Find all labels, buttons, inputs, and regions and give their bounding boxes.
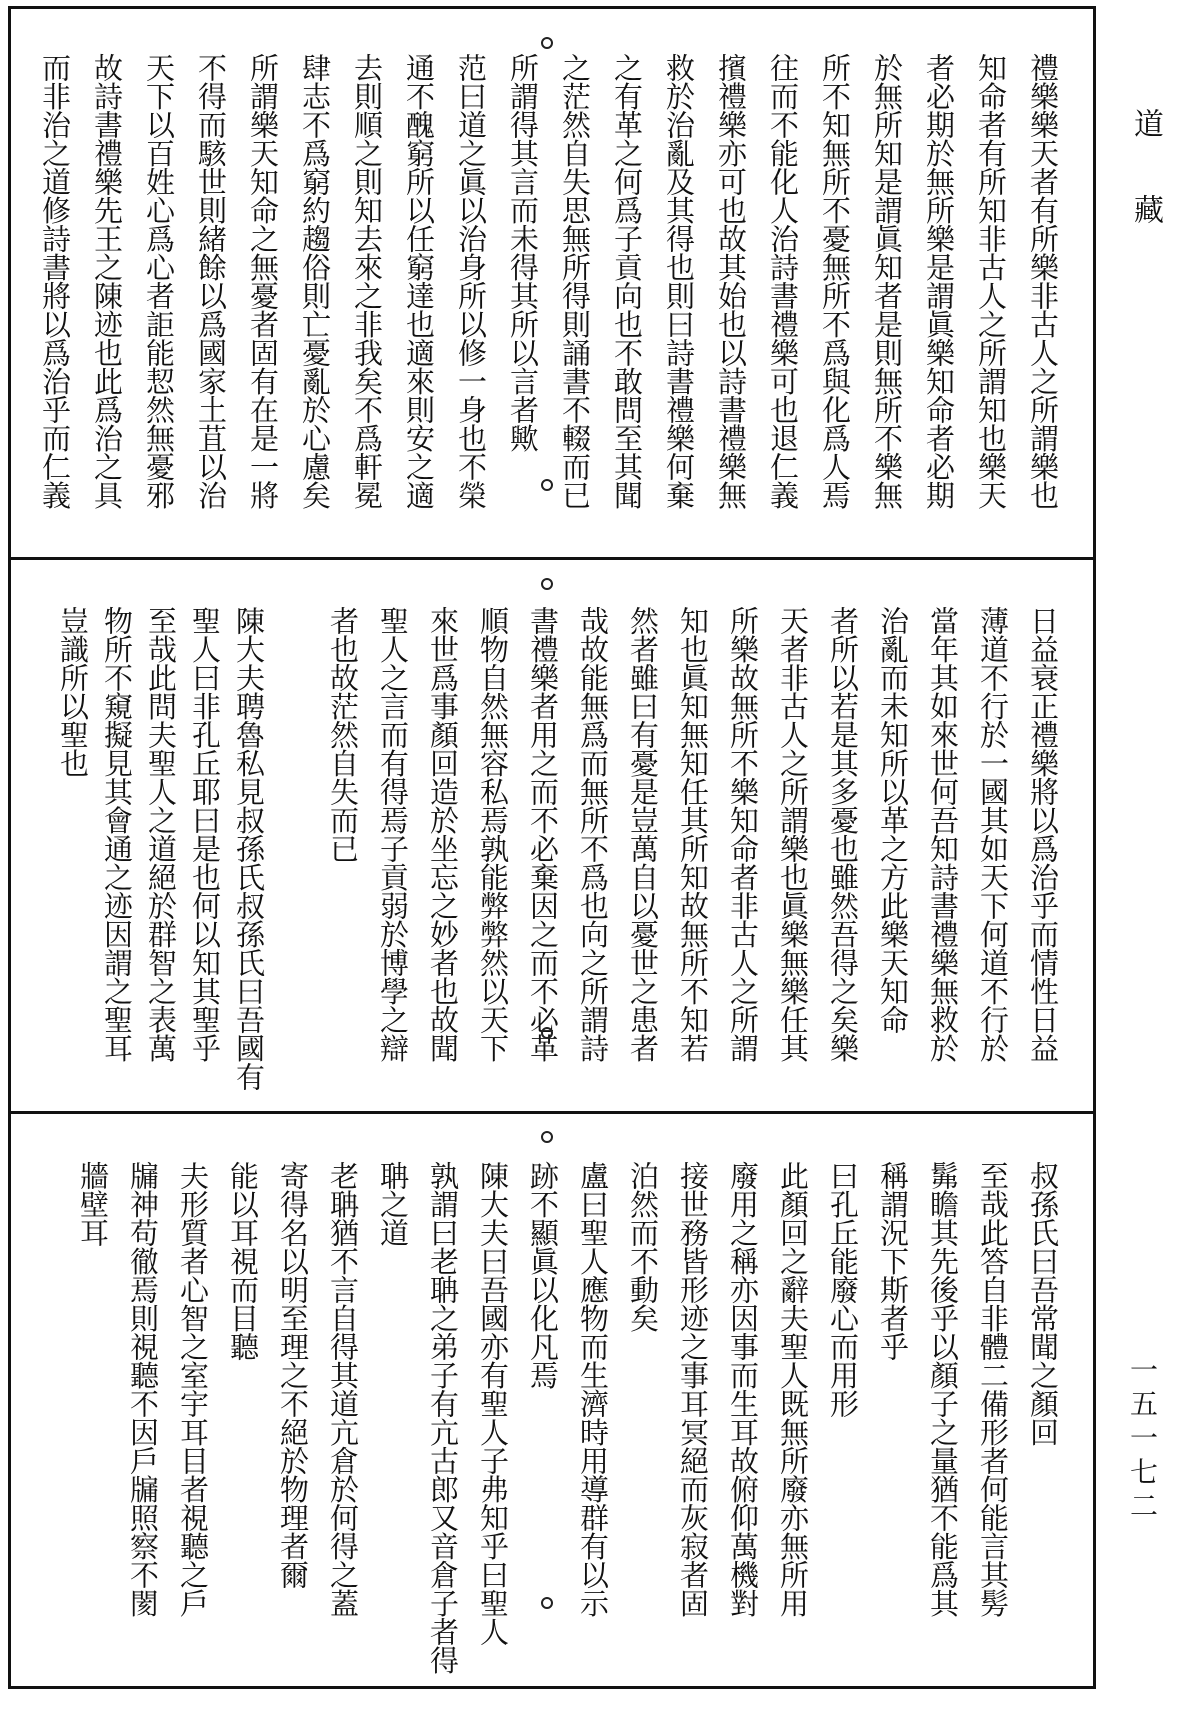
section-marker-circle [541, 1027, 553, 1039]
text-column: 聖人曰非孔丘耶曰是也何以知其聖乎 [188, 606, 222, 1062]
text-panel-middle [11, 562, 1093, 1110]
text-panel-bottom [11, 1117, 1093, 1686]
text-column: 所謂樂天知命之無憂者固有在是一將 [246, 53, 280, 509]
text-column: 治亂而未知所以革之方此樂天知命 [876, 606, 910, 1034]
text-column: 知也眞知無知任其所知故無所不知若 [676, 606, 710, 1062]
text-column: 至哉此答自非體二備形者何能言其髣 [976, 1161, 1010, 1617]
text-column: 接世務皆形迹之事耳冥絕而灰寂者固 [676, 1161, 710, 1617]
panel-divider [11, 557, 1093, 560]
text-column: 稱謂況下斯者乎 [876, 1161, 910, 1361]
text-column: 陳大夫聘魯私見叔孫氏叔孫氏曰吾國有 [232, 606, 266, 1091]
text-column: 寄得名以明至理之不絕於物理者爾 [276, 1161, 310, 1589]
text-column: 者也故茫然自失而已 [326, 606, 360, 863]
text-column: 者必期於無所樂是謂眞樂知命者必期 [922, 53, 956, 509]
text-column: 然者雖曰有憂是豈萬自以憂世之患者 [626, 606, 660, 1062]
text-column: 夫形質者心智之室宇耳目者視聽之戶 [176, 1161, 210, 1617]
text-column: 日益衰正禮樂將以爲治乎而情性日益 [1026, 606, 1060, 1062]
text-panel-top [11, 9, 1093, 556]
section-marker-circle [541, 1131, 553, 1143]
text-column: 天者非古人之所謂樂也眞樂無樂任其 [776, 606, 810, 1062]
text-column: 書禮樂者用之而不必棄因之而不必革 [526, 606, 560, 1062]
canon-title: 道藏 [1128, 108, 1163, 280]
text-column: 至哉此問夫聖人之道絕於群智之表萬 [144, 606, 178, 1062]
text-column: 叔孫氏曰吾常聞之顏回 [1026, 1161, 1060, 1446]
text-column: 跡不顯眞以化凡焉 [526, 1161, 560, 1389]
text-column: 於無所知是謂眞知者是則無所不樂無 [870, 53, 904, 509]
text-column: 陳大夫曰吾國亦有聖人子弗知乎曰聖人 [476, 1161, 510, 1646]
text-column: 聃之道 [376, 1161, 410, 1247]
page-number: 一五一七二 [1126, 1355, 1159, 1525]
section-marker-circle [541, 1597, 553, 1609]
text-column: 泊然而不動矣 [626, 1161, 660, 1332]
text-column: 廢用之稱亦因事而生耳故俯仰萬機對 [726, 1161, 760, 1617]
text-column: 之茫然自失思無所得則誦書不輟而已 [558, 53, 592, 509]
text-column: 知命者有所知非古人之所謂知也樂天 [974, 53, 1008, 509]
text-column: 所樂故無所不樂知命者非古人之所謂 [726, 606, 760, 1062]
text-column: 故詩書禮樂先王之陳迹也此爲治之具 [90, 53, 124, 509]
text-column: 往而不能化人治詩書禮樂可也退仁義 [766, 53, 800, 509]
text-column: 來世爲事顏回造於坐忘之妙者也故聞 [426, 606, 460, 1062]
text-column: 順物自然無容私焉孰能弊弊然以天下 [476, 606, 510, 1062]
text-column: 當年其如來世何吾知詩書禮樂無救於 [926, 606, 960, 1062]
text-column: 范曰道之眞以治身所以修一身也不榮 [454, 53, 488, 509]
text-column: 者所以若是其多憂也雖然吾得之矣樂 [826, 606, 860, 1062]
text-column: 牖神苟徹焉則視聽不因戶牖照察不閡 [126, 1161, 160, 1617]
section-marker-circle [541, 578, 553, 590]
text-column: 牆壁耳 [76, 1161, 110, 1247]
text-column: 盧曰聖人應物而生濟時用導群有以示 [576, 1161, 610, 1617]
text-column: 孰謂曰老聃之弟子有亢古郎又音倉子者得 [426, 1161, 460, 1674]
text-column: 而非治之道修詩書將以爲治乎而仁義 [38, 53, 72, 509]
section-marker-circle [541, 479, 553, 491]
text-column: 肆志不爲窮約趨俗則亡憂亂於心慮矣 [298, 53, 332, 509]
text-column: 豈識所以聖也 [56, 606, 90, 777]
text-column: 能以耳視而目聽 [226, 1161, 260, 1361]
text-column: 之有革之何爲子貢向也不敢問至其聞 [610, 53, 644, 509]
text-column: 所不知無所不憂無所不爲與化爲人焉 [818, 53, 852, 509]
text-column: 曰孔丘能廢心而用形 [826, 1161, 860, 1418]
text-column: 擯禮樂亦可也故其始也以詩書禮樂無 [714, 53, 748, 509]
text-column: 通不醜窮所以任窮達也適來則安之適 [402, 53, 436, 509]
text-column: 所謂得其言而未得其所以言者歟 [506, 53, 540, 452]
text-column: 聖人之言而有得焉子貢弱於博學之辯 [376, 606, 410, 1062]
section-marker-circle [541, 37, 553, 49]
text-column: 哉故能無爲而無所不爲也向之所謂詩 [576, 606, 610, 1062]
panel-divider [11, 1111, 1093, 1114]
text-column: 老聃猶不言自得其道亢倉於何得之蓋 [326, 1161, 360, 1617]
text-column: 禮樂樂天者有所樂非古人之所謂樂也 [1026, 53, 1060, 509]
text-column: 此顏回之辭夫聖人既無所廢亦無所用 [776, 1161, 810, 1617]
text-column: 救於治亂及其得也則曰詩書禮樂何棄 [662, 53, 696, 509]
text-column: 去則順之則知去來之非我矣不爲軒冕 [350, 53, 384, 509]
text-column: 不得而駭世則緒餘以爲國家土苴以治 [194, 53, 228, 509]
text-column: 物所不窺擬見其會通之迹因謂之聖耳 [100, 606, 134, 1062]
text-column: 天下以百姓心爲心者詎能恝然無憂邪 [142, 53, 176, 509]
text-column: 髴瞻其先後乎以顏子之量猶不能爲其 [926, 1161, 960, 1617]
text-column: 薄道不行於一國其如天下何道不行於 [976, 606, 1010, 1062]
